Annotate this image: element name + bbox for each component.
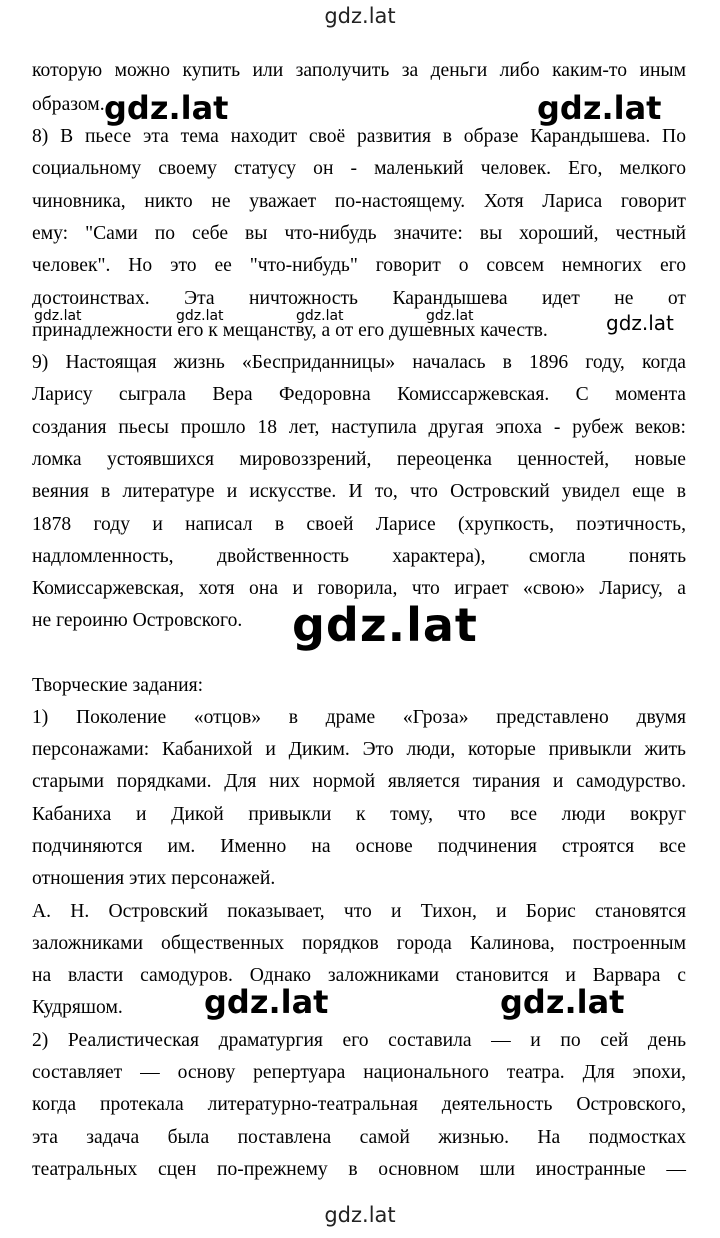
- text-line: составляет — основу репертуара национального театра. Для эпохи,: [32, 1062, 686, 1083]
- text-line: подчиняются им. Именно на основе подчинения строятся все: [32, 836, 686, 857]
- text-line: 2) Реалистическая драматургия его составила — и по сей день: [32, 1030, 686, 1051]
- text-line: театральных сцен по-прежнему в основном шли иностранные —: [32, 1159, 686, 1180]
- text-line: достоинствах. Эта ничтожность Карандышева идет не от: [32, 288, 686, 309]
- text-line: ломка устоявшихся мировоззрений, переоценка ценностей, новые: [32, 449, 686, 470]
- text-line: чиновника, никто не уважает по-настоящему. Хотя Лариса говорит: [32, 191, 686, 212]
- text-line: эта задача была поставлена самой жизнью. На подмостках: [32, 1127, 686, 1148]
- text-line: заложниками общественных порядков города Калинова, построенным: [32, 933, 686, 954]
- watermark: gdz.lat: [537, 89, 662, 127]
- text-line: старыми порядками. Для них нормой является тирания и самодурство.: [32, 771, 686, 792]
- text-line: отношения этих персонажей.: [32, 868, 276, 889]
- watermark: gdz.lat: [500, 983, 625, 1021]
- text-line: социальному своему статусу он - маленький человек. Его, мелкого: [32, 158, 686, 179]
- text-line: человек". Но это ее "что-нибудь" говорит о совсем немногих его: [32, 255, 686, 276]
- text-line: А. Н. Островский показывает, что и Тихон, и Борис становятся: [32, 901, 686, 922]
- section-heading: Творческие задания:: [32, 675, 204, 696]
- text-line: 9) Настоящая жизнь «Бесприданницы» началась в 1896 году, когда: [32, 352, 686, 373]
- text-line: которую можно купить или заполучить за деньги либо каким-то иным: [32, 60, 686, 81]
- text-line: на власти самодуров. Однако заложниками становится и Варвара с: [32, 965, 686, 986]
- text-line: Кабаниха и Дикой привыкли к тому, что все люди вокруг: [32, 804, 686, 825]
- text-line: надломленность, двойственность характера), смогла понять: [32, 546, 686, 567]
- text-line: 1878 году и написал в своей Ларисе (хрупкость, поэтичность,: [32, 514, 686, 535]
- watermark: gdz.lat: [426, 308, 474, 324]
- text-line: 8) В пьесе эта тема находит своё развития в образе Карандышева. По: [32, 126, 686, 147]
- text-line: веяния в литературе и искусстве. И то, что Островский увидел еще в: [32, 481, 686, 502]
- watermark: gdz.lat: [34, 308, 82, 324]
- page-header: gdz.lat: [324, 4, 396, 28]
- text-line: создания пьесы прошло 18 лет, наступила другая эпоха - рубеж веков:: [32, 417, 686, 438]
- text-line: когда протекала литературно-театральная деятельность Островского,: [32, 1094, 686, 1115]
- watermark: gdz.lat: [204, 983, 329, 1021]
- text-line: образом.: [32, 94, 105, 115]
- text-line: принадлежности его к мещанству, а от его душевных качеств.: [32, 320, 548, 341]
- text-line: персонажами: Кабанихой и Диким. Это люди, которые привыкли жить: [32, 739, 686, 760]
- page-footer: gdz.lat: [324, 1203, 396, 1227]
- text-line: Кудряшом.: [32, 997, 123, 1018]
- text-line: ему: "Сами по себе вы что-нибудь значите: вы хороший, честный: [32, 223, 686, 244]
- watermark: gdz.lat: [104, 89, 229, 127]
- watermark: gdz.lat: [606, 311, 674, 335]
- text-line: 1) Поколение «отцов» в драме «Гроза» представлено двумя: [32, 707, 686, 728]
- text-line: Комиссаржевская, хотя она и говорила, что играет «свою» Ларису, а: [32, 578, 686, 599]
- text-line: не героиню Островского.: [32, 610, 243, 631]
- text-line: Ларису сыграла Вера Федоровна Комиссаржевская. С момента: [32, 384, 686, 405]
- watermark: gdz.lat: [292, 598, 478, 652]
- watermark: gdz.lat: [296, 308, 344, 324]
- watermark: gdz.lat: [176, 308, 224, 324]
